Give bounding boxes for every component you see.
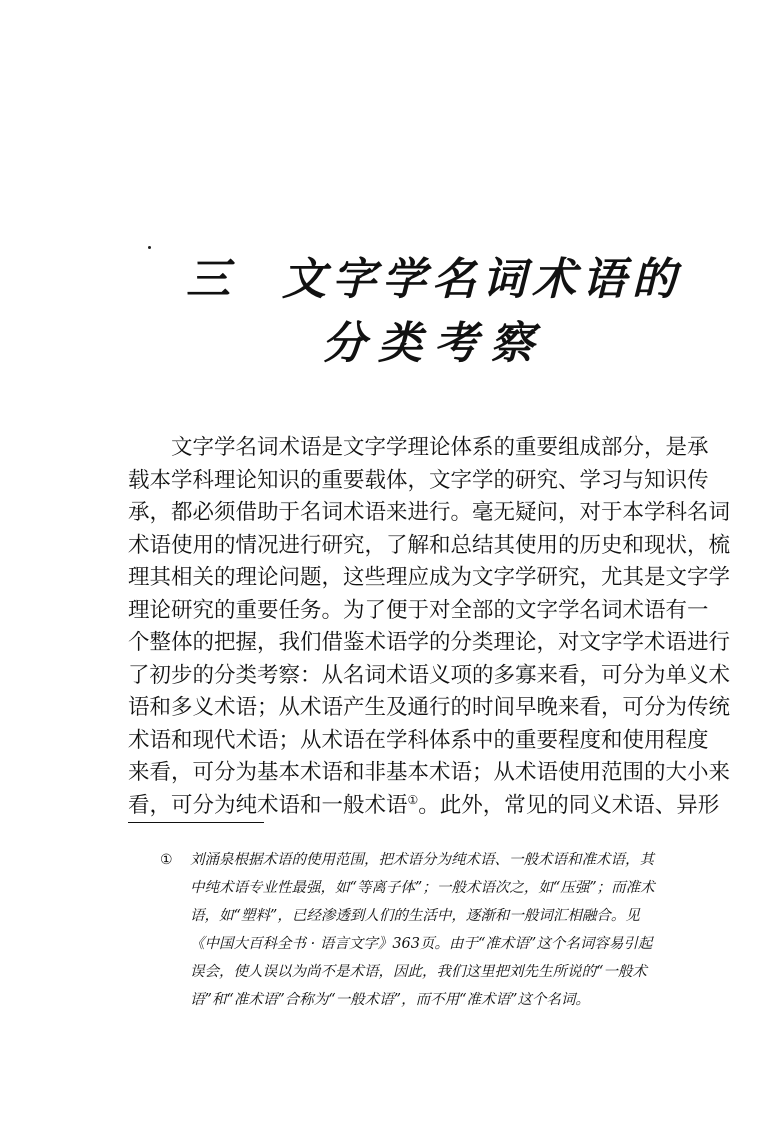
body-line: 个整体的把握，我们借鉴术语学的分类理论，对文字学术语进行 [128, 630, 731, 655]
page-speck [148, 246, 151, 249]
body-line: 承，都必须借助于名词术语来进行。毫无疑问，对于本学科名词 [128, 500, 731, 525]
body-line: 来看，可分为基本术语和非基本术语；从术语使用范围的大小来 [128, 760, 731, 785]
chapter-title-line-1: 文字学名词术语的 [282, 254, 682, 305]
body-line: 载本学科理论知识的重要载体，文字学的研究、学习与知识传 [128, 467, 709, 493]
chapter-number: 三 [186, 254, 232, 305]
footnote-divider [128, 822, 264, 823]
footnote-line: 中纯术语专业性最强，如“等离子体”；一般术语次之，如“压强”；而准术 [190, 880, 655, 896]
footnote-reference[interactable]: ① [407, 792, 419, 807]
body-line-segment: 看，可分为纯术语和一般术语 [128, 792, 408, 818]
footnote-text [190, 846, 690, 1014]
body-line: 术语使用的情况进行研究，了解和总结其使用的历史和现状，梳 [128, 532, 731, 558]
chapter-title-line-2: 分类考察 [322, 318, 546, 369]
body-line: 了初步的分类考察：从名词术语义项的多寡来看，可分为单义术 [128, 662, 731, 688]
footnote-line: 语”和“准术语”合称为“一般术语”，而不用“准术语”这个名词。 [190, 992, 590, 1008]
footnote-line: 《中国大百科全书 · 语言文字》363页。由于“准术语”这个名词容易引起 [190, 936, 653, 952]
body-line: 文字学名词术语是文字学理论体系的重要组成部分，是承 [171, 435, 709, 460]
body-paragraph [128, 432, 731, 822]
footnote-marker: ① [160, 852, 173, 868]
footnote-line: 刘涌泉根据术语的使用范围，把术语分为纯术语、一般术语和准术语，其 [190, 852, 654, 868]
footnote-line: 误会，使人误以为尚不是术语，因此，我们这里把刘先生所说的“一般术 [190, 964, 647, 980]
body-line-last [128, 790, 720, 823]
body-line: 语和多义术语；从术语产生及通行的时间早晚来看，可分为传统 [128, 695, 731, 720]
body-line: 理其相关的理论问题，这些理应成为文字学研究，尤其是文字学 [128, 565, 731, 590]
footnote-line: 语，如“塑料”，已经渗透到人们的生活中，逐渐和一般词汇相融合。见 [190, 908, 640, 924]
body-line-segment: 。此外，常见的同义术语、异形 [418, 792, 720, 818]
body-line: 理论研究的重要任务。为了便于对全部的文字学名词术语有一 [128, 597, 709, 623]
body-line: 术语和现代术语；从术语在学科体系中的重要程度和使用程度 [128, 727, 709, 753]
